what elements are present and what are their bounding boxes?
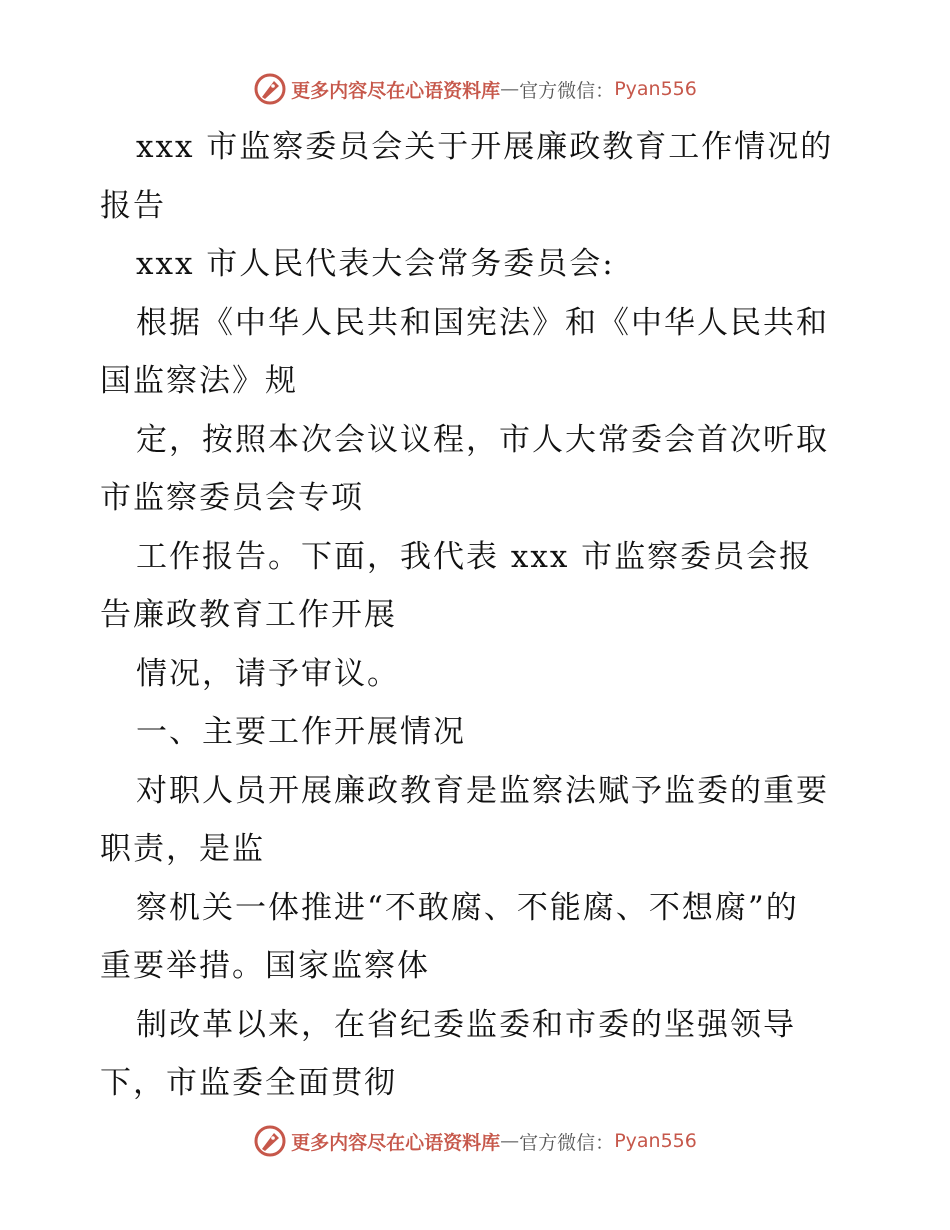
body-line: 察机关一体推进“不敢腐、不能腐、不想腐”的 (136, 889, 799, 926)
watermark-main-text: 更多内容尽在心语资料库 (291, 1131, 501, 1154)
body-line: 下，市监委全面贯彻 (100, 1065, 397, 1101)
watermark-wechat-label: 官方微信： (519, 79, 615, 102)
title-line-2: 报告 (100, 187, 166, 224)
watermark-wechat-label: 官方微信： (519, 1131, 615, 1154)
salutation-line: xxx 市人民代表大会常务委员会: (136, 246, 615, 282)
body-line: 告廉政教育工作开展 (100, 597, 397, 633)
body-line: 市监察委员会专项 (100, 480, 364, 516)
watermark-wechat-id: Pyan556 (614, 1130, 697, 1152)
body-line: 国监察法》规 (100, 363, 298, 399)
footer-watermark (0, 1124, 950, 1158)
body-line: 制改革以来，在省纪委监委和市委的坚强领导 (136, 1006, 796, 1043)
header-watermark (0, 72, 950, 106)
watermark-separator: — (500, 78, 520, 100)
title-line-1: xxx 市监察委员会关于开展廉政教育工作情况的 (136, 129, 834, 165)
pen-nib-logo-icon (253, 1124, 287, 1158)
section-heading: 一、主要工作开展情况 (136, 714, 466, 750)
body-line: 根据《中华人民共和国宪法》和《中华人民共和 (136, 304, 829, 341)
watermark-wechat-id: Pyan556 (614, 78, 697, 100)
body-line: 对职人员开展廉政教育是监察法赋予监委的重要 (136, 772, 829, 809)
body-line: 定，按照本次会议议程，市人大常委会首次听取 (136, 421, 829, 458)
watermark-separator: — (500, 1130, 520, 1152)
body-line: 情况，请予审议。 (136, 655, 400, 692)
body-line: 重要举措。国家监察体 (100, 948, 430, 984)
watermark-main-text: 更多内容尽在心语资料库 (291, 79, 501, 102)
body-line: 工作报告。下面，我代表 xxx 市监察委员会报 (136, 538, 813, 575)
body-line: 职责，是监 (100, 831, 265, 867)
document-body (100, 118, 860, 1113)
pen-nib-logo-icon (253, 72, 287, 106)
